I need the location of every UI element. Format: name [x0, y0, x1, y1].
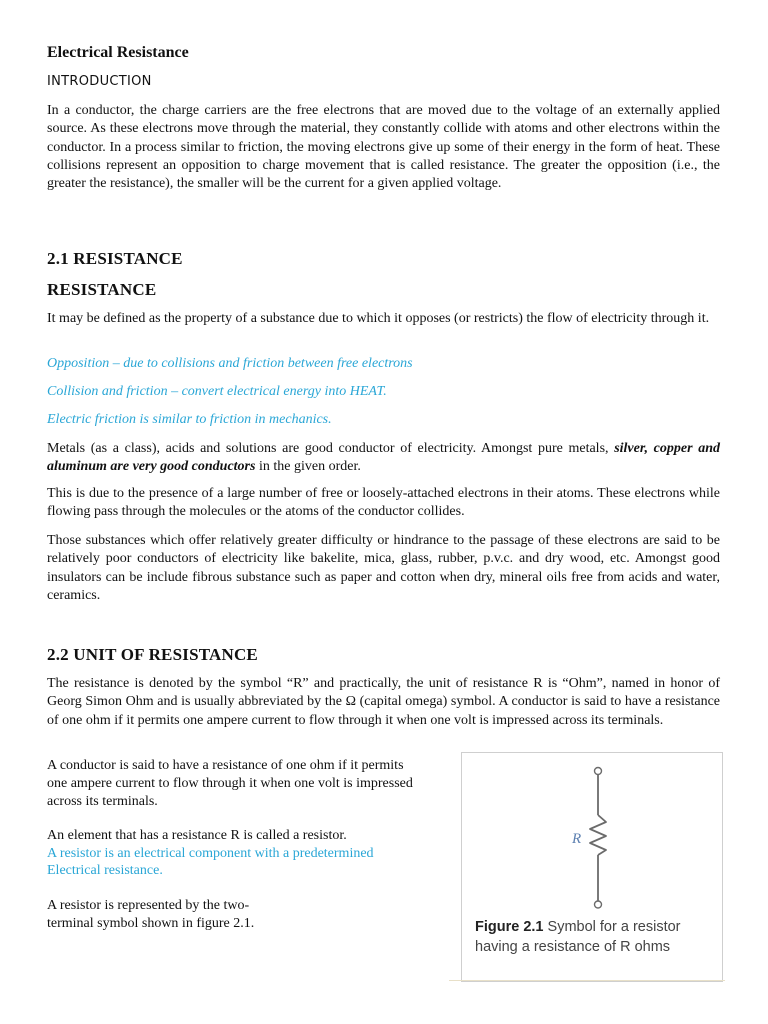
resistance-definition: It may be defined as the property of a substance due to which it opposes (or restricts) the flow of electricity through it.	[47, 311, 710, 326]
figure-number: Figure 2.1	[475, 919, 544, 935]
resistor-element-paragraph: An element that has a resistance R is called a resistor.	[47, 828, 347, 843]
figure-caption	[475, 917, 715, 957]
resistor-component-note: A resistor is an electrical component with a predetermined Electrical resistance.	[47, 846, 374, 878]
note-opposition: Opposition – due to collisions and friction between free electrons	[47, 356, 413, 371]
top-terminal	[595, 768, 602, 775]
section-2-2-heading: 2.2 UNIT OF RESISTANCE	[47, 645, 258, 664]
resistor-zigzag	[590, 815, 606, 855]
resistor-symbol-paragraph: A resistor is represented by the two-terminal symbol shown in figure 2.1.	[47, 898, 255, 931]
insulators-paragraph: Those substances which offer relatively greater difficulty or hindrance to the passage of these electrons are said to be relatively poor conductors of electricity like bakelite, mica, glass, rubber, p.v.c. and dry wood, etc. Amongst good insulators can be include fibrous substance such as paper and cotton when dry, mineral oils free from acids and water, ceramics.	[47, 533, 720, 603]
metals-text-end: in the given order.	[255, 459, 361, 475]
metals-emphasis: silver, copper and aluminum are very good conductors	[47, 441, 720, 475]
ohm-definition-paragraph: A conductor is said to have a resistance of one ohm if it permits one ampere current to flow through it when one volt is impressed across its terminals.	[47, 758, 413, 809]
bottom-terminal	[595, 901, 602, 908]
section-2-1-heading: 2.1 RESISTANCE	[47, 249, 183, 268]
note-electric-friction: Electric friction is similar to friction in mechanics.	[47, 412, 332, 427]
resistance-subheading: RESISTANCE	[47, 280, 157, 299]
figure-underline	[449, 980, 725, 981]
document-title: Electrical Resistance	[47, 44, 189, 61]
intro-paragraph: In a conductor, the charge carriers are the free electrons that are moved due to the voltage of an externally applied source. As these electrons move through the material, they constantly collide with atoms and other electrons within the conductor. In a process similar to friction, the moving electrons give up some of their energy in the form of heat. These collisions represent an opposition to charge movement that is called resistance. The greater the opposition (i.e., the greater the resistance), the smaller will be the current for a given applied voltage.	[47, 103, 720, 192]
intro-heading: INTRODUCTION	[47, 74, 152, 89]
metals-paragraph	[47, 440, 720, 477]
resistor-label: R	[572, 831, 582, 847]
electrons-paragraph: This is due to the presence of a large number of free or loosely-attached electrons in their atoms. These electrons while flowing pass through the molecules or the atoms of the conductor collides.	[47, 486, 720, 520]
figure-caption-text: Symbol for a resistor having a resistance of R ohms	[475, 919, 681, 955]
unit-paragraph: The resistance is denoted by the symbol “R” and practically, the unit of resistance R is “Ohm”, named in honor of Georg Simon Ohm and is usually abbreviated by the Ω (capital omega) symbol. A conductor is said to have a resistance of one ohm if it permits one ampere current to flow through it when one volt is impressed across its terminals.	[47, 676, 720, 728]
metals-text-start: Metals (as a class), acids and solutions are good conductor of electricity. Amongst pure metals,	[47, 441, 615, 456]
figure-resistor-symbol	[461, 752, 723, 982]
note-collision: Collision and friction – convert electrical energy into HEAT.	[47, 384, 387, 399]
